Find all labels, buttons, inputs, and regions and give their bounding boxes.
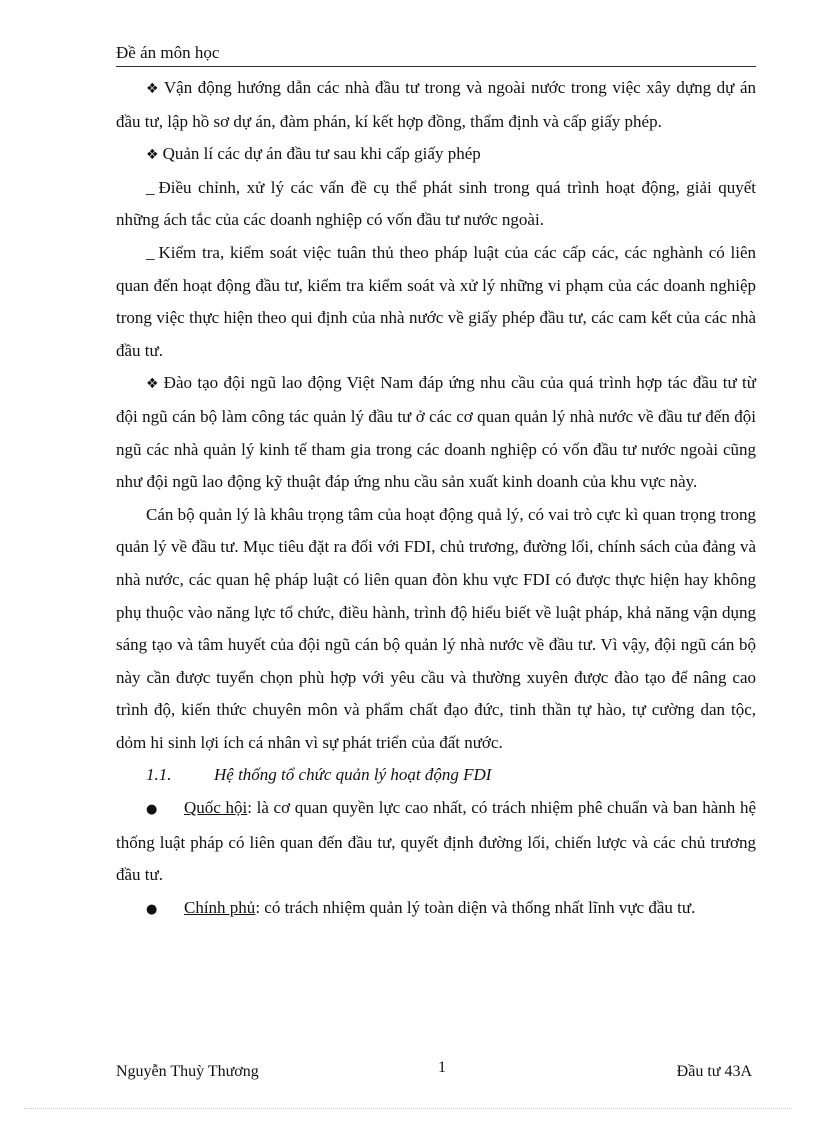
paragraph-diamond-2 — [116, 138, 756, 172]
document-body — [116, 72, 756, 926]
section-number: 1.1. — [146, 765, 172, 785]
bullet-text: : có trách nhiệm quản lý toàn diện và thống nhất lĩnh vực đầu tư. — [255, 897, 696, 917]
dash-bullet-icon: _ — [146, 242, 155, 262]
paragraph-text: Đào tạo đội ngũ lao động Việt Nam đáp ứng nhu cầu của quá trình hợp tác đầu tư từ đội ngũ cán bộ làm công tác quản lý đầu tư ở các cơ quan quản lý nhà nước về đầu tư đến đội ngũ các nhà quản lý kinh tế tham gia trong các doanh nghiệp có vốn đầu tư nước ngoài cũng như đội ngũ lao động kỹ thuật đáp ứng nhu cầu sản xuất kinh doanh của khu vực này. — [116, 373, 756, 492]
paragraph-text: Vận động hướng dẫn các nhà đầu tư trong và ngoài nước trong việc xây dựng dự án đầu tư, lập hồ sơ dự án, đàm phán, kí kết hợp đồng, thẩm định và cấp giấy phép. — [116, 78, 756, 131]
bullet-item-chinh-phu — [116, 892, 756, 927]
dash-bullet-icon: _ — [146, 177, 155, 197]
diamond-bullet-icon: ❖ — [146, 376, 160, 393]
paragraph-text: Điều chỉnh, xử lý các vấn đề cụ thể phát sinh trong quá trình hoạt động, giải quyết những ách tắc của các doanh nghiệp có vốn đầu tư nước ngoài. — [116, 177, 756, 230]
footer-author: Nguyễn Thuỳ Thương — [116, 1063, 259, 1080]
paragraph-diamond-1 — [116, 72, 756, 138]
paragraph-dash-1 — [116, 172, 756, 237]
paragraph-dash-2 — [116, 237, 756, 367]
paragraph-diamond-3 — [116, 367, 756, 498]
bullet-icon: ● — [146, 901, 158, 917]
paragraph-text: Kiểm tra, kiểm soát việc tuân thủ theo pháp luật của các cấp các, các nghành có liên quan đến hoạt động đầu tư, kiểm tra kiểm soát và xử lý những vi phạm của các doanh nghiệp trong việc thực hiện theo qui định của nhà nước về giấy phép đầu tư, các cam kết của các nhà đầu tư. — [116, 242, 756, 360]
paragraph-body — [116, 499, 756, 760]
bullet-item-quoc-hoi — [116, 792, 756, 892]
bullet-text: : là cơ quan quyền lực cao nhất, có trách nhiệm phê chuẩn và ban hành hệ thống luật pháp có liên quan đến đầu tư, quyết định đường lối, chiến lược và các chủ trương đầu tư. — [116, 798, 756, 885]
header-title: Đề án môn học — [116, 43, 220, 62]
bullet-label: Quốc hội — [184, 798, 248, 818]
diamond-bullet-icon: ❖ — [146, 147, 159, 164]
section-heading — [116, 759, 756, 792]
footer-class: Đầu tư 43A — [676, 1063, 752, 1080]
diamond-bullet-icon: ❖ — [146, 81, 160, 97]
page-header — [116, 42, 756, 67]
bullet-icon: ● — [146, 802, 158, 818]
bullet-label: Chính phủ — [184, 897, 256, 917]
paragraph-text: Quản lí các dự án đầu tư sau khi cấp giấy phép — [162, 144, 481, 164]
page-number: 1 — [438, 1059, 446, 1076]
section-title: Hệ thống tổ chức quản lý hoạt động FDI — [214, 765, 492, 785]
paragraph-text: Cán bộ quản lý là khâu trọng tâm của hoạt động quả lý, có vai trò cực kì quan trọng trong quản lý về đầu tư. Mục tiêu đặt ra đối với FDI, chủ trương, đường lối, chính sách của đảng và nhà nước, các quan hệ pháp luật có liên quan đòn khu vực FDI có được thực hiện hay không phụ thuộc vào năng lực tổ chức, điều hành, trình độ hiểu biết về luật pháp, khả năng vận dụng sáng tạo và tâm huyết của đội ngũ cán bộ quản lý nhà nước về đầu tư. Vì vậy, đội ngũ cán bộ này cần được tuyển chọn phù hợp với yêu cầu và thường xuyên được đào tạo để nâng cao trình độ, kiến thức chuyên môn và phẩm chất đạo đức, tinh thần tự hào, tự cường dan tộc, dỏm hi sinh lợi ích cá nhân vì sự phát triển của đất nước. — [116, 504, 756, 752]
page-boundary-divider — [24, 1108, 792, 1109]
